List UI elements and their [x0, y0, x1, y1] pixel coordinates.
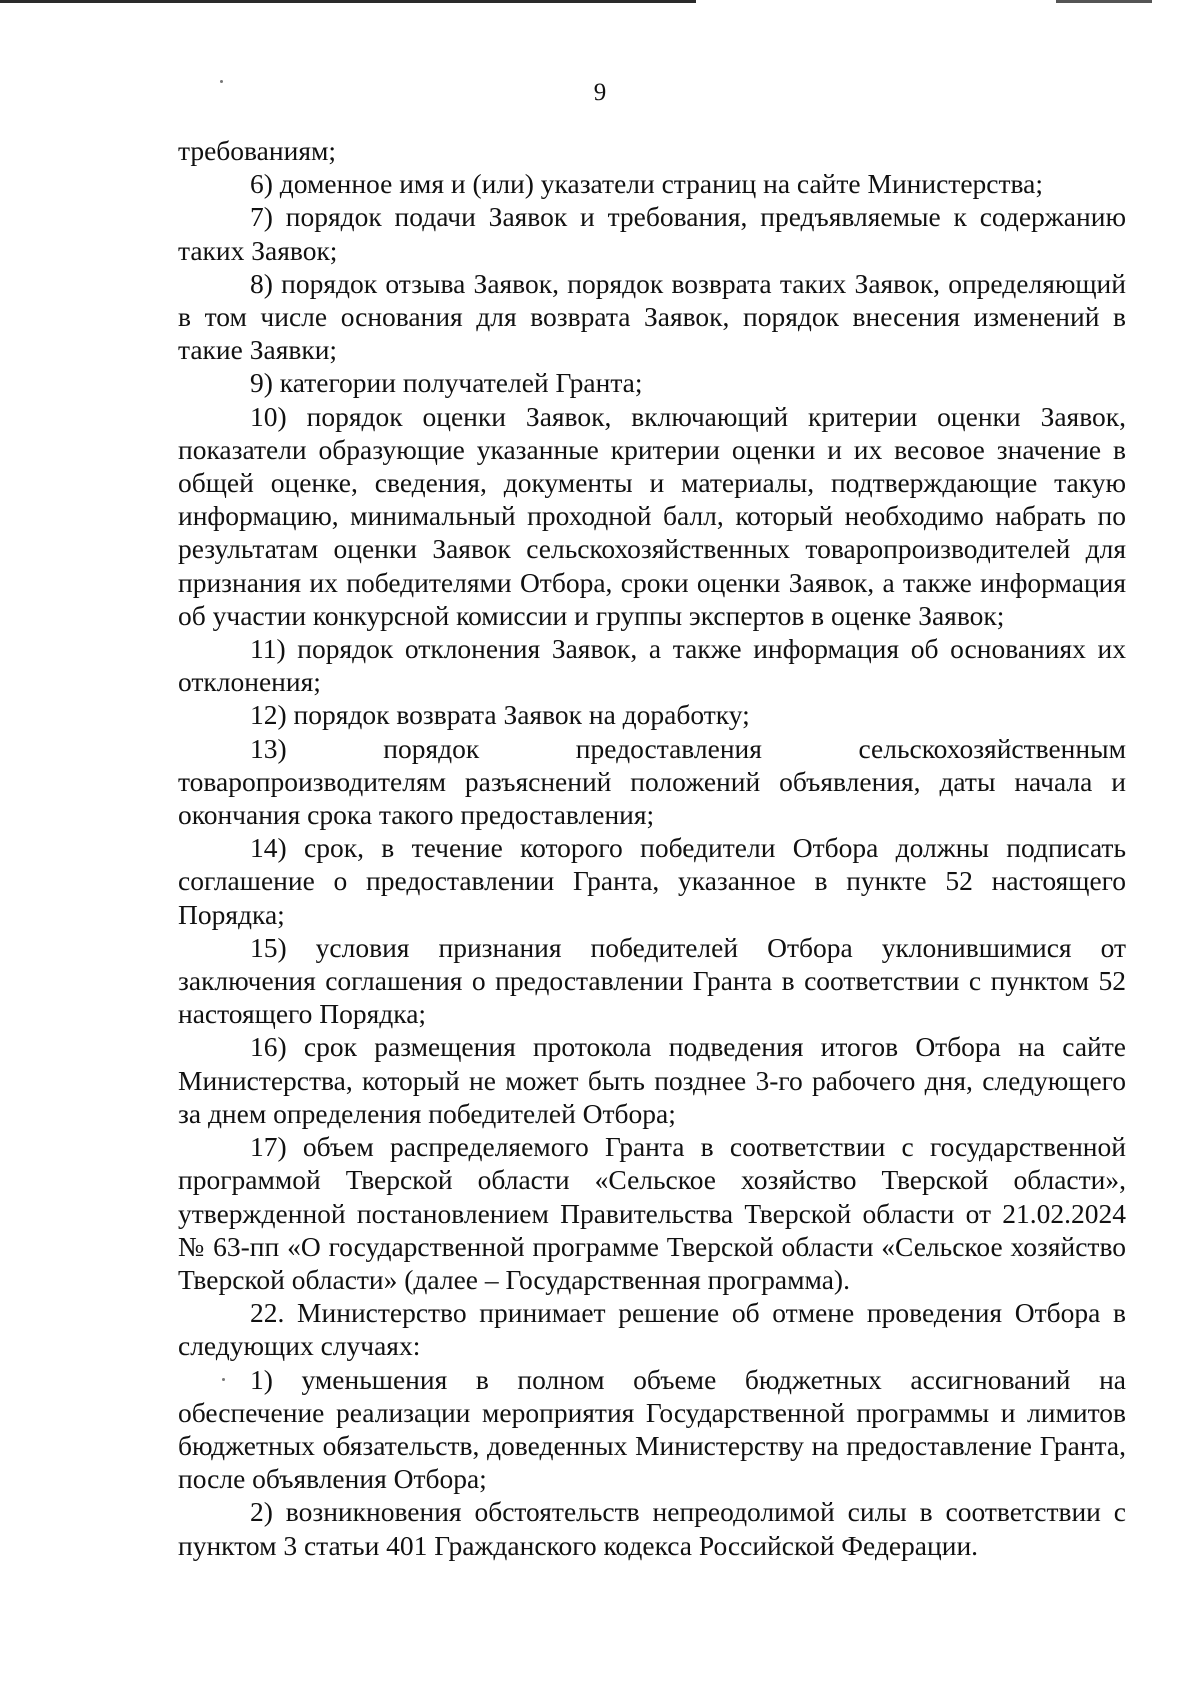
list-item-17: 17) объем распределяемого Гранта в соответствии с государственной программой Тверской области «Сельское хозяйство Тверской области», утвержденной постановлением Правительства Тверской области от 21.02.2024 № 63-пп «О государственной программе Тверской области «Сельское хозяйство Тверской области» (далее – Государственная программа). [178, 1131, 1126, 1295]
list-item-16: 16) срок размещения протокола подведения итогов Отбора на сайте Министерства, который не может быть позднее 3-го рабочего дня, следующего за днем определения победителей Отбора; [178, 1031, 1126, 1129]
list-item-6: 6) доменное имя и (или) указатели страниц на сайте Министерства; [250, 168, 1043, 200]
list-item-15: 15) условия признания победителей Отбора уклонившимися от заключения соглашения о предоставлении Гранта в соответствии с пунктом 52 настоящего Порядка; [178, 931, 1126, 1030]
clause-22-item-2: 2) возникновения обстоятельств непреодолимой силы в соответствии с пунктом 3 статьи 401 Гражданского кодекса Российской Федерации. [178, 1496, 1126, 1561]
scan-top-edge [0, 0, 1200, 3]
document-body [178, 134, 1126, 1562]
list-item-14: 14) срок, в течение которого победители Отбора должны подписать соглашение о предоставлении Гранта, указанное в пункте 52 настоящего Порядка; [178, 832, 1126, 930]
list-item-7: 7) порядок подачи Заявок и требования, предъявляемые к содержанию таких Заявок; [178, 201, 1126, 266]
list-item-12: 12) порядок возврата Заявок на доработку; [250, 699, 750, 731]
page-number: 9 [593, 79, 607, 106]
list-item-9: 9) категории получателей Гранта; [250, 367, 643, 399]
clause-22: 22. Министерство принимает решение об отмене проведения Отбора в следующих случаях: [178, 1297, 1126, 1362]
list-item-11: 11) порядок отклонения Заявок, а также информация об основаниях их отклонения; [178, 633, 1126, 698]
list-item-10: 10) порядок оценки Заявок, включающий критерии оценки Заявок, показатели образующие указанные критерии оценки и их весовое значение в общей оценке, сведения, документы и материалы, подтверждающие такую информацию, минимальный проходной балл, который необходимо набрать по результатам оценки Заявок сельскохозяйственных товаропроизводителей для признания их победителями Отбора, сроки оценки Заявок, а также информация об участии конкурсной комиссии и группы экспертов в оценке Заявок; [178, 400, 1126, 631]
clause-22-item-1: 1) уменьшения в полном объеме бюджетных ассигнований на обеспечение реализации мероприятия Государственной программы и лимитов бюджетных обязательств, доведенных Министерству на предоставление Гранта, после объявления Отбора; [178, 1363, 1126, 1495]
list-item-13: 13) порядок предоставления сельскохозяйственным товаропроизводителям разъяснений положений объявления, даты начала и окончания срока такого предоставления; [178, 732, 1126, 831]
list-item-8: 8) порядок отзыва Заявок, порядок возврата таких Заявок, определяющий в том числе основания для возврата Заявок, порядок внесения изменений в такие Заявки; [178, 267, 1126, 366]
paragraph-continuation: требованиям; [178, 135, 337, 166]
